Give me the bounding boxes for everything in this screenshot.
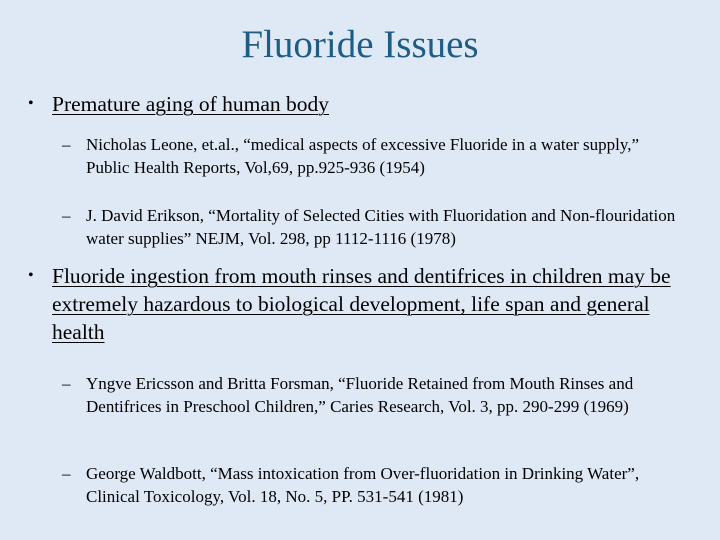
bullet-text: Fluoride ingestion from mouth rinses and dentifrices in children may be extremely hazardous to biological development, life span and general health: [52, 264, 671, 344]
sub-bullet-text: Yngve Ericsson and Britta Forsman, “Fluoride Retained from Mouth Rinses and Dentifrices in Preschool Children,” Caries Research, Vol. 3, pp. 290-299 (1969): [86, 374, 634, 416]
slide-title: Fluoride Issues: [241, 23, 479, 66]
bullet-text: Premature aging of human body: [52, 92, 330, 116]
sub-bullet-item: [62, 462, 686, 508]
bullet-item: [28, 90, 692, 118]
bullet-icon: •: [28, 95, 34, 112]
dash-icon: –: [62, 464, 71, 483]
sub-bullet-item: [62, 133, 686, 179]
sub-bullet-text: Nicholas Leone, et.al., “medical aspects of excessive Fluoride in a water supply,” Public Health Reports, Vol,69, pp.925-936 (1954): [86, 135, 640, 177]
bullet-item: [28, 262, 692, 346]
sub-bullet-item: [62, 372, 686, 418]
dash-icon: –: [62, 135, 71, 154]
sub-bullet-text: J. David Erikson, “Mortality of Selected Cities with Fluoridation and Non-flouridation water supplies” NEJM, Vol. 298, pp 1112-1116 (1978): [86, 206, 676, 248]
sub-bullet-item: [62, 204, 686, 250]
sub-bullet-text: George Waldbott, “Mass intoxication from Over-fluoridation in Drinking Water”, Clinical Toxicology, Vol. 18, No. 5, PP. 531-541 (1981): [86, 464, 640, 506]
bullet-icon: •: [28, 267, 34, 284]
dash-icon: –: [62, 206, 71, 225]
dash-icon: –: [62, 374, 71, 393]
